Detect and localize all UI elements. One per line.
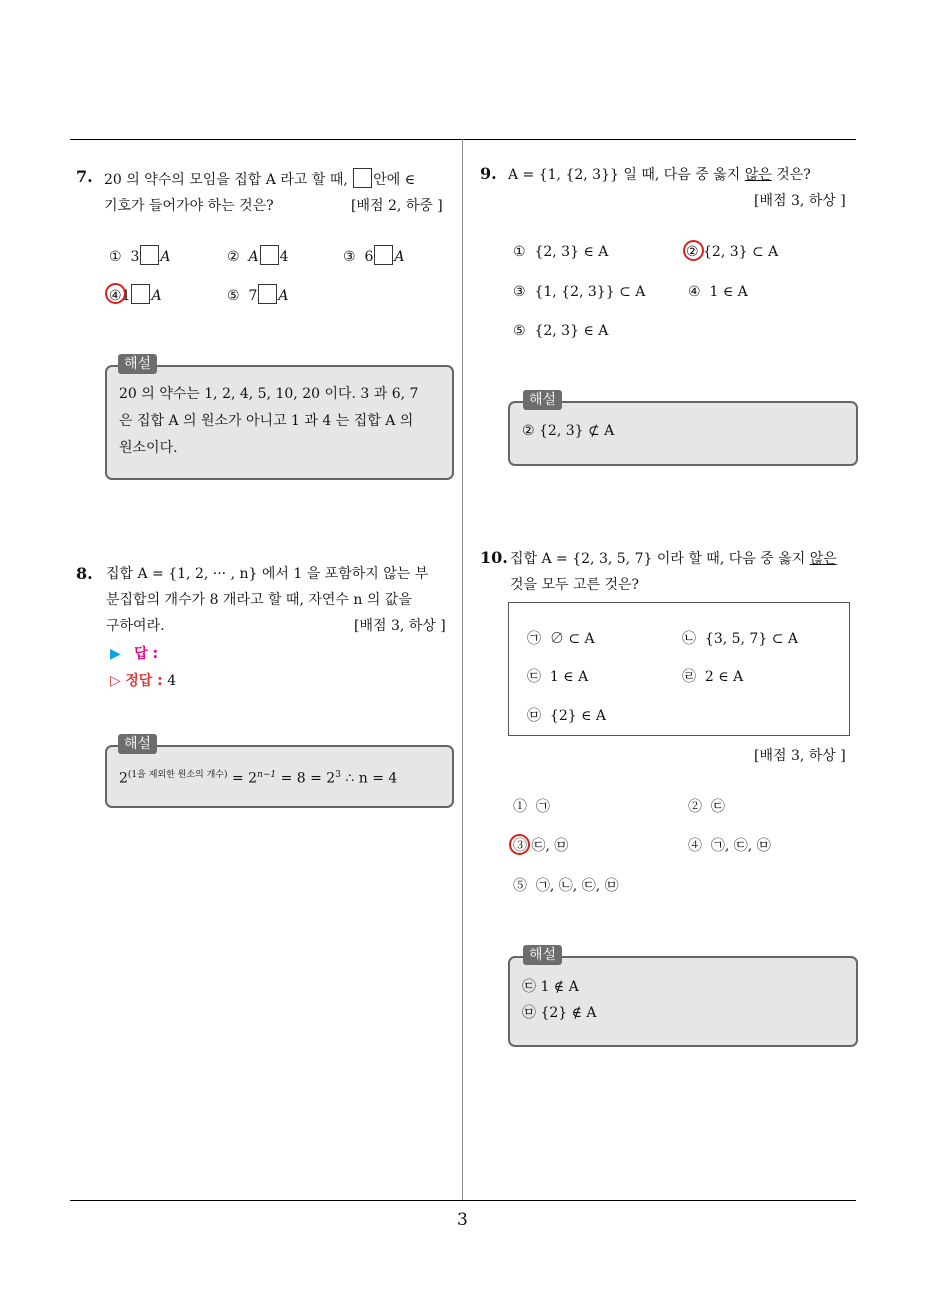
choice-left: A [248,249,259,265]
q10-solution-box [508,956,858,1047]
q9-number: 9. [480,164,497,183]
choice-mark: ① [513,799,527,815]
blank-box-icon [374,245,393,265]
q7-choice-2[interactable] [227,245,289,267]
solution-line: 원소이다. [119,440,178,456]
blank-box-icon [140,245,159,265]
q9-choice-5[interactable] [513,321,608,341]
solution-end: ∴ n = 4 [340,770,398,787]
choice-text: ㉢, ㉤ [531,838,569,854]
choice-text: {2, 3} ∈ A [534,323,609,339]
choice-right: 4 [279,249,289,265]
q7-line1-b: 안에 ∈ [373,172,416,188]
q8-line1: 집합 A = {1, 2, ··· , n} 에서 1 을 포함하지 않는 부 [106,566,429,582]
q7-points: [배점 2, 하중 ] [351,198,443,214]
answer-circle-icon [683,240,704,261]
choice-text: ㉠, ㉡, ㉢, ㉤ [535,878,619,894]
q10-line1-text: 집합 A = {2, 3, 5, 7} 이라 할 때, 다음 중 옳지 [510,551,806,567]
q10-underlined: 않은 [809,551,837,567]
q10-choice-1[interactable] [513,797,550,817]
blank-box-icon [258,284,277,304]
choice-text: ㉠ [535,799,550,815]
blank-box-icon [260,245,279,265]
q7-solution-text [119,381,444,462]
q10-number: 10. [480,548,508,567]
statement-text: ∅ ⊂ A [549,631,595,647]
top-rule [70,139,856,140]
statement-mark: ㉡ [682,631,696,647]
q10-choice-5[interactable] [513,876,619,896]
statement-mark: ㉣ [682,669,696,685]
q9-solution-box [508,401,858,466]
choice-right: A [151,288,162,304]
choice-right: A [278,288,289,304]
q9-solution-text [522,420,614,442]
q8-number: 8. [76,564,93,583]
q7-line2: 기호가 들어가야 하는 것은? [104,198,274,214]
choice-right: A [160,249,171,265]
bottom-rule [70,1200,856,1201]
choice-mark: ⑤ [227,288,240,304]
answer-circle-icon [105,283,126,304]
solution-exp3: 3 [335,770,341,780]
choice-text: ㉢ [710,799,725,815]
play-triangle-icon: ▶ [110,646,121,662]
q9-choice-4[interactable] [688,282,748,302]
solution-line: ② {2, 3} ⊄ A [522,423,615,439]
q9-choice-1[interactable] [513,242,608,262]
q7-solution-tag: 해설 [118,354,157,374]
q9-line1 [508,165,811,185]
choice-mark: ⑤ [513,323,526,339]
statement-text: {3, 5, 7} ⊂ A [704,631,798,647]
q7-number: 7. [76,167,93,186]
q10-statement-1 [527,629,595,649]
q8-correct-row [110,671,176,691]
q8-solution-text [119,765,397,789]
q8-line3: 구하여라. [106,618,165,634]
choice-mark: ② [227,249,240,265]
solution-line: 은 집합 A 의 원소가 아니고 1 과 4 는 집합 A 의 [119,413,414,429]
q7-solution-box [105,365,454,480]
q10-statement-2 [682,629,798,649]
choice-mark: ④ [688,284,701,300]
blank-box-icon [353,168,372,188]
solution-exp2: n−1 [257,770,277,780]
choice-mark: ② [686,244,699,260]
solution-rest: = 2 [227,770,258,787]
choice-mark: ⑤ [513,878,527,894]
q10-choice-4[interactable] [688,836,771,856]
q9-line1-text: A = {1, {2, 3}} 일 때, 다음 중 옳지 [508,167,741,183]
q9-points: [배점 3, 하상 ] [754,193,846,209]
q7-line1-a: 20 의 약수의 모임을 집합 A 라고 할 때, [104,172,348,188]
q10-statement-4 [682,667,743,687]
choice-mark: ④ [688,838,702,854]
choice-text: {2, 3} ⊂ A [703,244,779,260]
answer-circle-icon [509,834,530,855]
statement-mark: ㉢ [527,669,541,685]
solution-line: ㉢ 1 ∉ A [522,979,579,995]
solution-base: 2 [119,770,128,787]
q10-solution-tag: 해설 [523,945,562,965]
answer-label: 답 : [134,646,159,662]
choice-right: A [394,249,405,265]
outline-triangle-icon: ▷ [110,673,121,689]
statement-mark: ㉠ [527,631,541,647]
choice-text: ㉠, ㉢, ㉤ [710,838,771,854]
q10-line1 [510,549,837,569]
choice-left: 6 [364,249,374,265]
choice-mark: ① [513,244,526,260]
q8-answer-row[interactable] [110,644,158,664]
q7-choice-3[interactable] [343,245,405,267]
solution-exp: (1을 제외한 원소의 개수) [127,770,228,780]
choice-left: 3 [130,249,140,265]
choice-mark: ① [109,249,122,265]
statement-text: 1 ∈ A [549,669,589,685]
q9-solution-tag: 해설 [523,390,562,410]
choice-left: 1 [121,288,131,304]
correct-value: 4 [167,673,177,689]
q9-underlined: 않은 [744,167,772,183]
column-divider [462,139,463,1201]
statement-mark: ㉤ [527,708,541,724]
q7-choice-1[interactable] [109,245,171,267]
q8-solution-box [105,745,454,808]
q8-solution-tag: 해설 [118,734,157,754]
q10-points: [배점 3, 하상 ] [754,748,846,764]
q10-statement-5 [527,706,606,726]
q9-choice-3[interactable] [513,282,645,302]
q7-line1 [104,168,415,190]
choice-text: {2, 3} ∈ A [534,244,609,260]
solution-line: 20 의 약수는 1, 2, 4, 5, 10, 20 이다. 3 과 6, 7 [119,386,419,402]
blank-box-icon [131,284,150,304]
q10-choice-2[interactable] [688,797,725,817]
q8-line2: 분집합의 개수가 8 개라고 할 때, 자연수 n 의 값을 [106,592,412,608]
q9-line1-end: 것은? [776,167,811,183]
q8-points: [배점 3, 하상 ] [354,618,446,634]
choice-mark: ③ [513,838,527,854]
statement-text: 2 ∈ A [704,669,744,685]
q7-choice-5[interactable] [227,284,289,306]
q10-line2: 것을 모두 고른 것은? [510,577,640,593]
choice-mark: ③ [513,284,526,300]
solution-line: ㉤ {2} ∉ A [522,1005,597,1021]
correct-label: 정답 : [125,673,163,689]
choice-mark: ④ [109,288,122,304]
choice-mark: ② [688,799,702,815]
choice-text: {1, {2, 3}} ⊂ A [534,284,646,300]
choice-left: 7 [248,288,258,304]
q10-statement-3 [527,667,588,687]
page-number: 3 [457,1210,468,1230]
choice-mark: ③ [343,249,356,265]
q10-solution-text [522,974,597,1026]
choice-text: 1 ∈ A [709,284,748,300]
q10-statement-box [508,602,850,736]
statement-text: {2} ∈ A [549,708,607,724]
solution-tail: = 8 = 2 [276,770,336,787]
